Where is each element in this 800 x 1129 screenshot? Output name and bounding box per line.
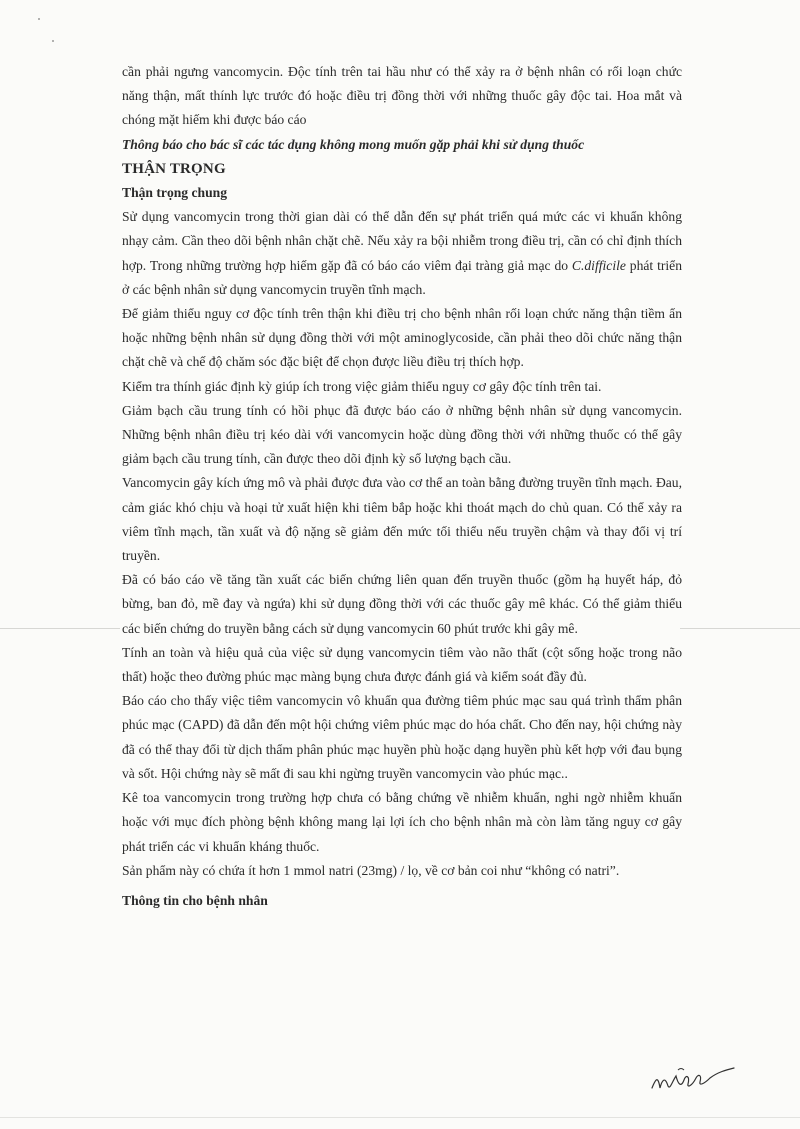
paragraph-long-term-use-text-a: Sử dụng vancomycin trong thời gian dài có thể dẫn đến sự phát triển quá mức các vi khuẩn không nhạy cảm. Cần theo dõi bệnh nhân chặt chẽ. Nếu xảy ra bội nhiễm trong điều trị, cần có chỉ định thích hợp. Trong những trường hợp hiếm gặp đã có báo cáo viêm đại tràng giả mạc do: [122, 209, 682, 273]
paragraph-sodium-content: Sản phẩm này có chứa ít hơn 1 mmol natri (23mg) / lọ, về cơ bản coi như “không có natri”.: [122, 862, 620, 878]
scan-artifact-line: [680, 628, 800, 629]
scan-artifact-line: [0, 628, 120, 629]
handwritten-signature: [648, 1062, 738, 1096]
paragraph-long-term-use-organism: C.difficile: [571, 257, 626, 273]
heading-than-trong-chung: Thận trọng chung: [122, 185, 228, 201]
heading-than-trong: THẬN TRỌNG: [122, 160, 226, 177]
paragraph-long-term-use: [122, 205, 682, 302]
paragraph-tissue-irritation: Vancomycin gây kích ứng mô và phải được đưa vào cơ thể an toàn bằng đường truyền tĩnh mạch. Đau, cảm giác khó chịu và hoại tử xuất hiện khi tiêm bắp hoặc khi thoát mạch do chủ quan. Có thể xảy ra viêm tĩnh mạch, tần xuất và độ nặng sẽ giảm đến mức tối thiểu nếu truyền chậm và thay đổi vị trí truyền.: [122, 475, 682, 564]
paragraph-long-term-use-text-b: phát triển ở các bệnh nhân sử dụng vancomycin truyền tĩnh mạch.: [122, 257, 682, 297]
paragraph-neutropenia: Giảm bạch cầu trung tính có hồi phục đã được báo cáo ở những bệnh nhân sử dụng vancomycin. Những bệnh nhân điều trị kéo dài với vancomycin hoặc dùng đồng thời với những thuốc có thể gây giảm bạch cầu trung tính, cần được theo dõi định kỳ số lượng bạch cầu.: [122, 402, 682, 467]
paragraph-nephrotoxicity: Để giảm thiểu nguy cơ độc tính trên thận khi điều trị cho bệnh nhân rối loạn chức năng thận tiềm ẩn hoặc những bệnh nhân sử dụng đồng thời với một aminoglycoside, cần phải theo dõi chức năng thận chặt chẽ và chế độ chăm sóc đặc biệt để chọn được liều điều trị thích hợp.: [122, 306, 682, 370]
paragraph-ototoxicity: cần phải ngưng vancomycin. Độc tính trên tai hầu như có thể xảy ra ở bệnh nhân có rối loạn chức năng thận, mất thính lực trước đó hoặc điều trị đồng thời với những thuốc gây độc tai. Hoa mắt và chóng mặt hiếm khi được báo cáo: [122, 64, 682, 128]
paragraph-infusion-complications: Đã có báo cáo về tăng tần xuất các biến chứng liên quan đến truyền thuốc (gồm hạ huyết háp, đỏ bừng, ban đỏ, mề đay và ngứa) khi sử dụng đồng thời với các thuốc gây mê khác. Có thể giảm thiểu các biến chứng do truyền bằng cách sử dụng vancomycin 60 phút trước khi gây mê.: [122, 572, 682, 636]
scan-artifact-line: [0, 1117, 800, 1118]
paragraph-hearing-check: Kiểm tra thính giác định kỳ giúp ích trong việc giảm thiểu nguy cơ gây độc tính trên tai.: [122, 378, 602, 394]
paragraph-intraventricular-safety: Tính an toàn và hiệu quả của việc sử dụng vancomycin tiêm vào não thất (cột sống hoặc trong não thất) hoặc theo đường phúc mạc màng bụng chưa được đánh giá và kiểm soát đầy đủ.: [122, 644, 682, 685]
document-body: [122, 60, 682, 913]
paragraph-prescribing: Kê toa vancomycin trong trường hợp chưa có bằng chứng về nhiễm khuẩn, nghi ngờ nhiễm khuẩn hoặc với mục đích phòng bệnh không mang lại lợi ích cho bệnh nhân mà còn làm tăng nguy cơ gây phát triển các vi khuẩn kháng thuốc.: [122, 790, 682, 854]
scan-speck: [52, 40, 54, 42]
paragraph-notify-doctor: Thông báo cho bác sĩ các tác dụng không mong muốn gặp phải khi sử dụng thuốc: [122, 136, 585, 152]
heading-thong-tin-benh-nhan: Thông tin cho bệnh nhân: [122, 892, 268, 908]
scan-speck: [38, 18, 40, 20]
paragraph-peritonitis: Báo cáo cho thấy việc tiêm vancomycin vô khuẩn qua đường tiêm phúc mạc sau quá trình thẩm phân phúc mạc (CAPD) đã dẫn đến một hội chứng viêm phúc mạc do hóa chất. Cho đến nay, hội chứng này đã có thể thay đổi từ dịch thẩm phân phúc mạc huyền phù hoặc dạng huyền phù kết hợp với đau bụng và sốt. Hội chứng này sẽ mất đi sau khi ngừng truyền vancomycin vào phúc mạc..: [122, 693, 682, 781]
